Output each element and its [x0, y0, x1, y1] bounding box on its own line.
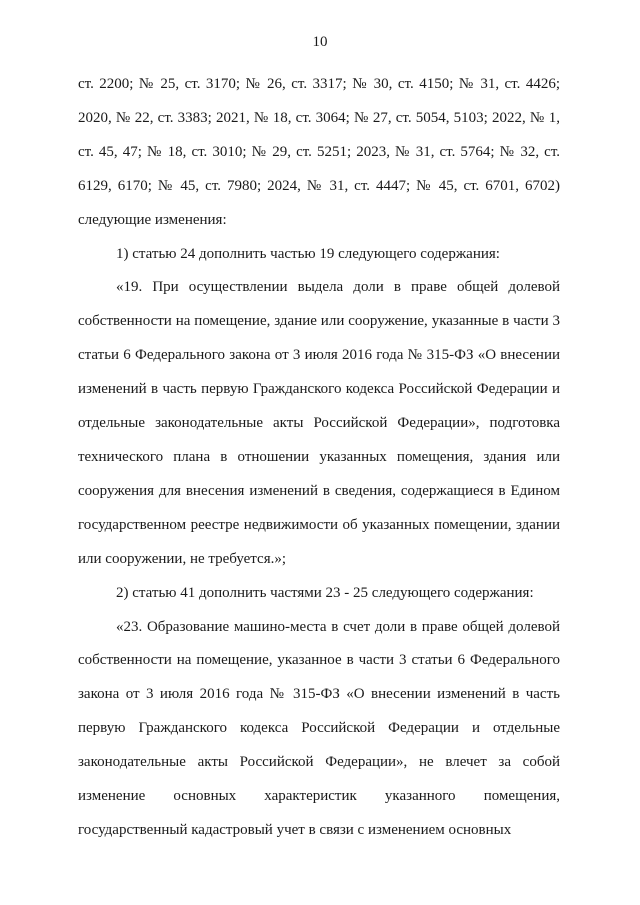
paragraph-item-1: 1) статью 24 дополнить частью 19 следующего содержания:	[116, 245, 500, 262]
paragraph-part-19: «19. При осуществлении выдела доли в праве общей долевой собственности на помещение, здание или сооружение, указанные в части 3 статьи 6 Федерального закона от 3 июля 2016 года № 315-ФЗ «О внесении изменений в часть первую Гражданского кодекса Российской Федерации и отдельные законодательные акты Российской Федерации», подготовка технического плана в отношении указанных помещения, здания или сооружения для внесения изменений в сведения, содержащиеся в Едином государственном реестре недвижимости об указанных помещении, здании или сооружении, не требуется.»;	[78, 279, 560, 567]
page-number: 10	[312, 34, 328, 50]
paragraph-item-2: 2) статью 41 дополнить частями 23 - 25 следующего содержания:	[116, 584, 534, 601]
paragraph-amendment-sources: ст. 2200; № 25, ст. 3170; № 26, ст. 3317; № 30, ст. 4150; № 31, ст. 4426; 2020, № 22, ст. 3383; 2021, № 18, ст. 3064; № 27, ст. 5054, 5103; 2022, № 1, ст. 45, 47; № 18, ст. 3010; № 29, ст. 5251; 2023, № 31, ст. 5764; № 32, ст. 6129, 6170; № 45, ст. 7980; 2024, № 31, ст. 4447; № 45, ст. 6701, 6702) следующие изменения:	[78, 76, 560, 228]
paragraph-part-23: «23. Образование машино-места в счет доли в праве общей долевой собственности на помещение, указанное в части 3 статьи 6 Федерального закона от 3 июля 2016 года № 315-ФЗ «О внесении изменений в часть первую Гражданского кодекса Российской Федерации и отдельные законодательные акты Российской Федерации», не влечет за собой изменение основных характеристик указанного помещения, государственный кадастровый учет в связи с изменением основных	[78, 618, 560, 838]
document-body	[78, 68, 560, 848]
